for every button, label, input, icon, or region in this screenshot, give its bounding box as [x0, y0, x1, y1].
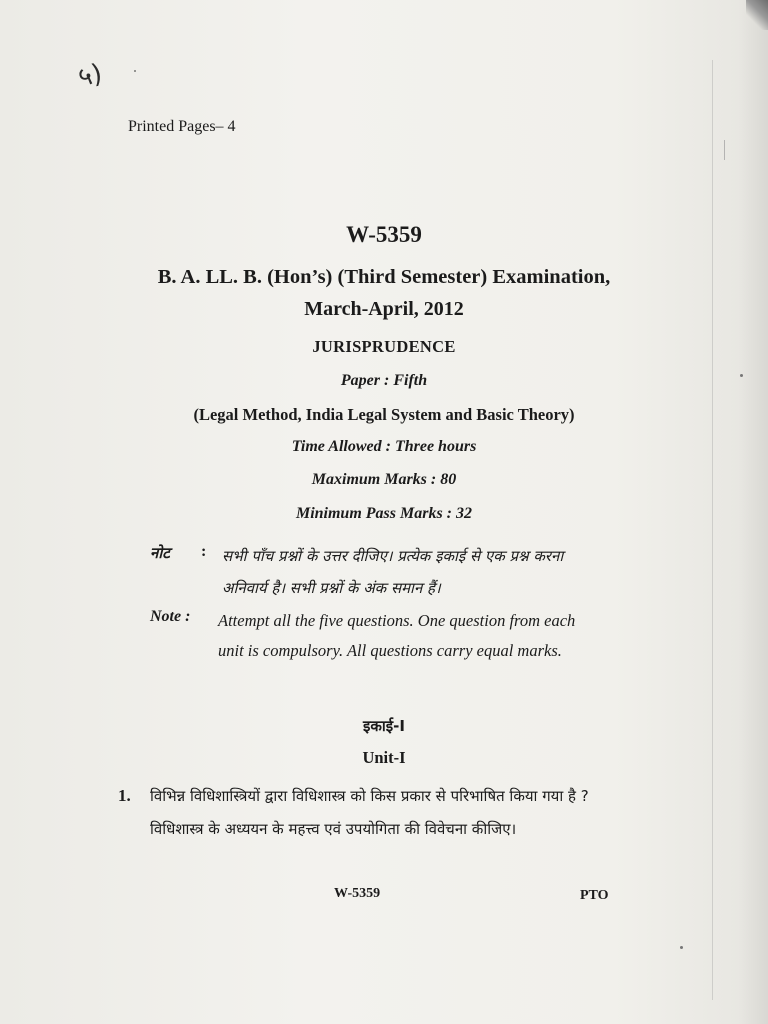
scan-fold-line	[712, 60, 713, 1000]
paper-number: Paper : Fifth	[340, 372, 428, 389]
unit-heading-hindi: इकाई-I	[363, 717, 405, 735]
handwritten-page-mark: ५)	[75, 58, 105, 94]
time-allowed: Time Allowed : Three hours	[291, 438, 477, 455]
question-text: विभिन्न विधिशास्त्रियों द्वारा विधिशास्त्र को किस प्रकार से परिभाषित किया गया है ? विधिशास्त्र के अध्ययन के महत्त्व एवं उपयोगिता की विवेचना कीजिए।	[150, 787, 589, 838]
exam-title: B. A. LL. B. (Hon’s) (Third Semester) Examination,	[157, 266, 611, 288]
note-text-hindi: सभी पाँच प्रश्नों के उत्तर दीजिए। प्रत्येक इकाई से एक प्रश्न करना अनिवार्य है। सभी प्रश्नों के अंक समान हैं।	[222, 547, 564, 597]
paper-title: (Legal Method, India Legal System and Basic Theory)	[193, 405, 575, 424]
note-colon-hindi: :	[201, 543, 207, 560]
note-label-english: Note :	[150, 608, 191, 625]
scan-speck	[134, 70, 136, 72]
scan-artifact	[724, 140, 725, 160]
scan-corner-mark	[746, 0, 768, 30]
subject-heading: JURISPRUDENCE	[312, 337, 456, 356]
unit-heading-english: Unit-I	[362, 748, 406, 767]
footer-pto: PTO	[580, 888, 609, 903]
maximum-marks: Maximum Marks : 80	[311, 471, 457, 488]
note-label-hindi: नोट	[150, 544, 170, 562]
exam-session: March-April, 2012	[304, 298, 464, 320]
scan-speck	[680, 946, 683, 949]
question-number: 1.	[118, 786, 131, 805]
minimum-pass-marks: Minimum Pass Marks : 32	[295, 505, 473, 522]
printed-pages: Printed Pages– 4	[128, 118, 236, 135]
note-text-english: Attempt all the five questions. One question from each unit is compulsory. All questions carry equal marks.	[218, 611, 576, 660]
footer-paper-code: W-5359	[334, 886, 381, 901]
paper-code: W-5359	[346, 222, 422, 247]
